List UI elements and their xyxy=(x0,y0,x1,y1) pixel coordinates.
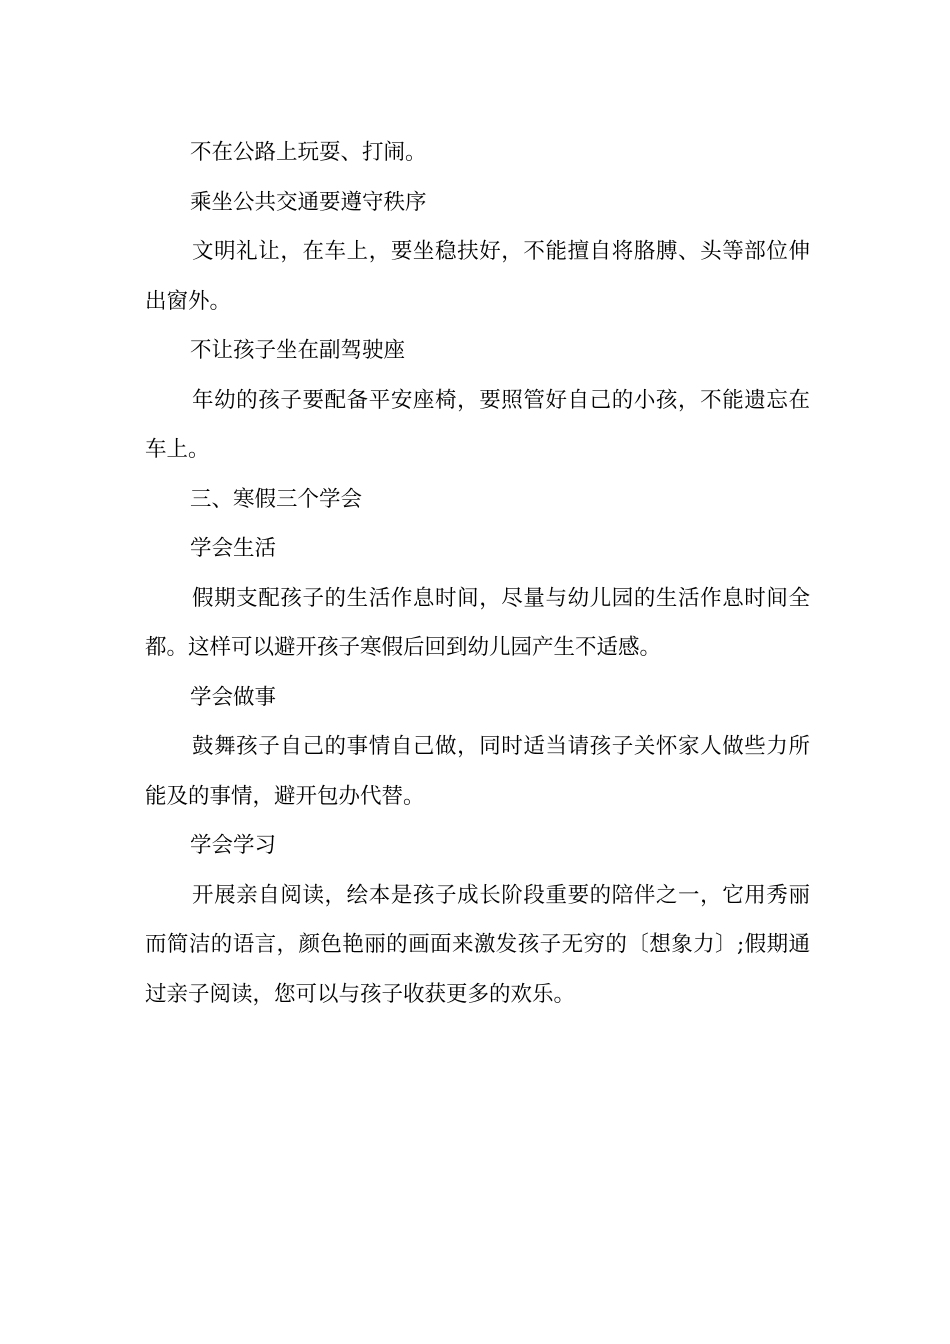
paragraph-public-transport-heading: 乘坐公共交通要遵守秩序 xyxy=(190,189,427,215)
paragraph-front-seat-heading: 不让孩子坐在副驾驶座 xyxy=(190,338,406,363)
paragraph-learn-doing: 鼓舞孩子自己的事情自己做，同时适当请孩子关怀家人做些力所能及的事情，避开包办代替。 xyxy=(145,734,810,809)
paragraph-road-safety: 不在公路上玩耍、打闹。 xyxy=(190,140,427,165)
document-body xyxy=(145,128,810,1019)
paragraph-child-seat: 年幼的孩子要配备平安座椅，要照管好自己的小孩，不能遗忘在车上。 xyxy=(145,387,810,462)
paragraph-learn-studying: 开展亲自阅读，绘本是孩子成长阶段重要的陪伴之一，它用秀丽而简洁的语言，颜色艳丽的画面来激发孩子无穷的〔想象力〕;假期通过亲子阅读，您可以与孩子收获更多的欢乐。 xyxy=(145,882,810,1007)
paragraph-public-transport-rules: 文明礼让，在车上，要坐稳扶好，不能擅自将胳膊、头等部位伸出窗外。 xyxy=(145,239,810,314)
subheading-learn-doing: 学会做事 xyxy=(190,684,277,710)
section-heading-three-skills: 三、寒假三个学会 xyxy=(190,486,363,512)
paragraph-learn-living: 假期支配孩子的生活作息时间，尽量与幼儿园的生活作息时间全都。这样可以避开孩子寒假后回到幼儿园产生不适感。 xyxy=(145,585,810,660)
subheading-learn-studying: 学会学习 xyxy=(190,833,277,858)
subheading-learn-living: 学会生活 xyxy=(190,536,277,561)
